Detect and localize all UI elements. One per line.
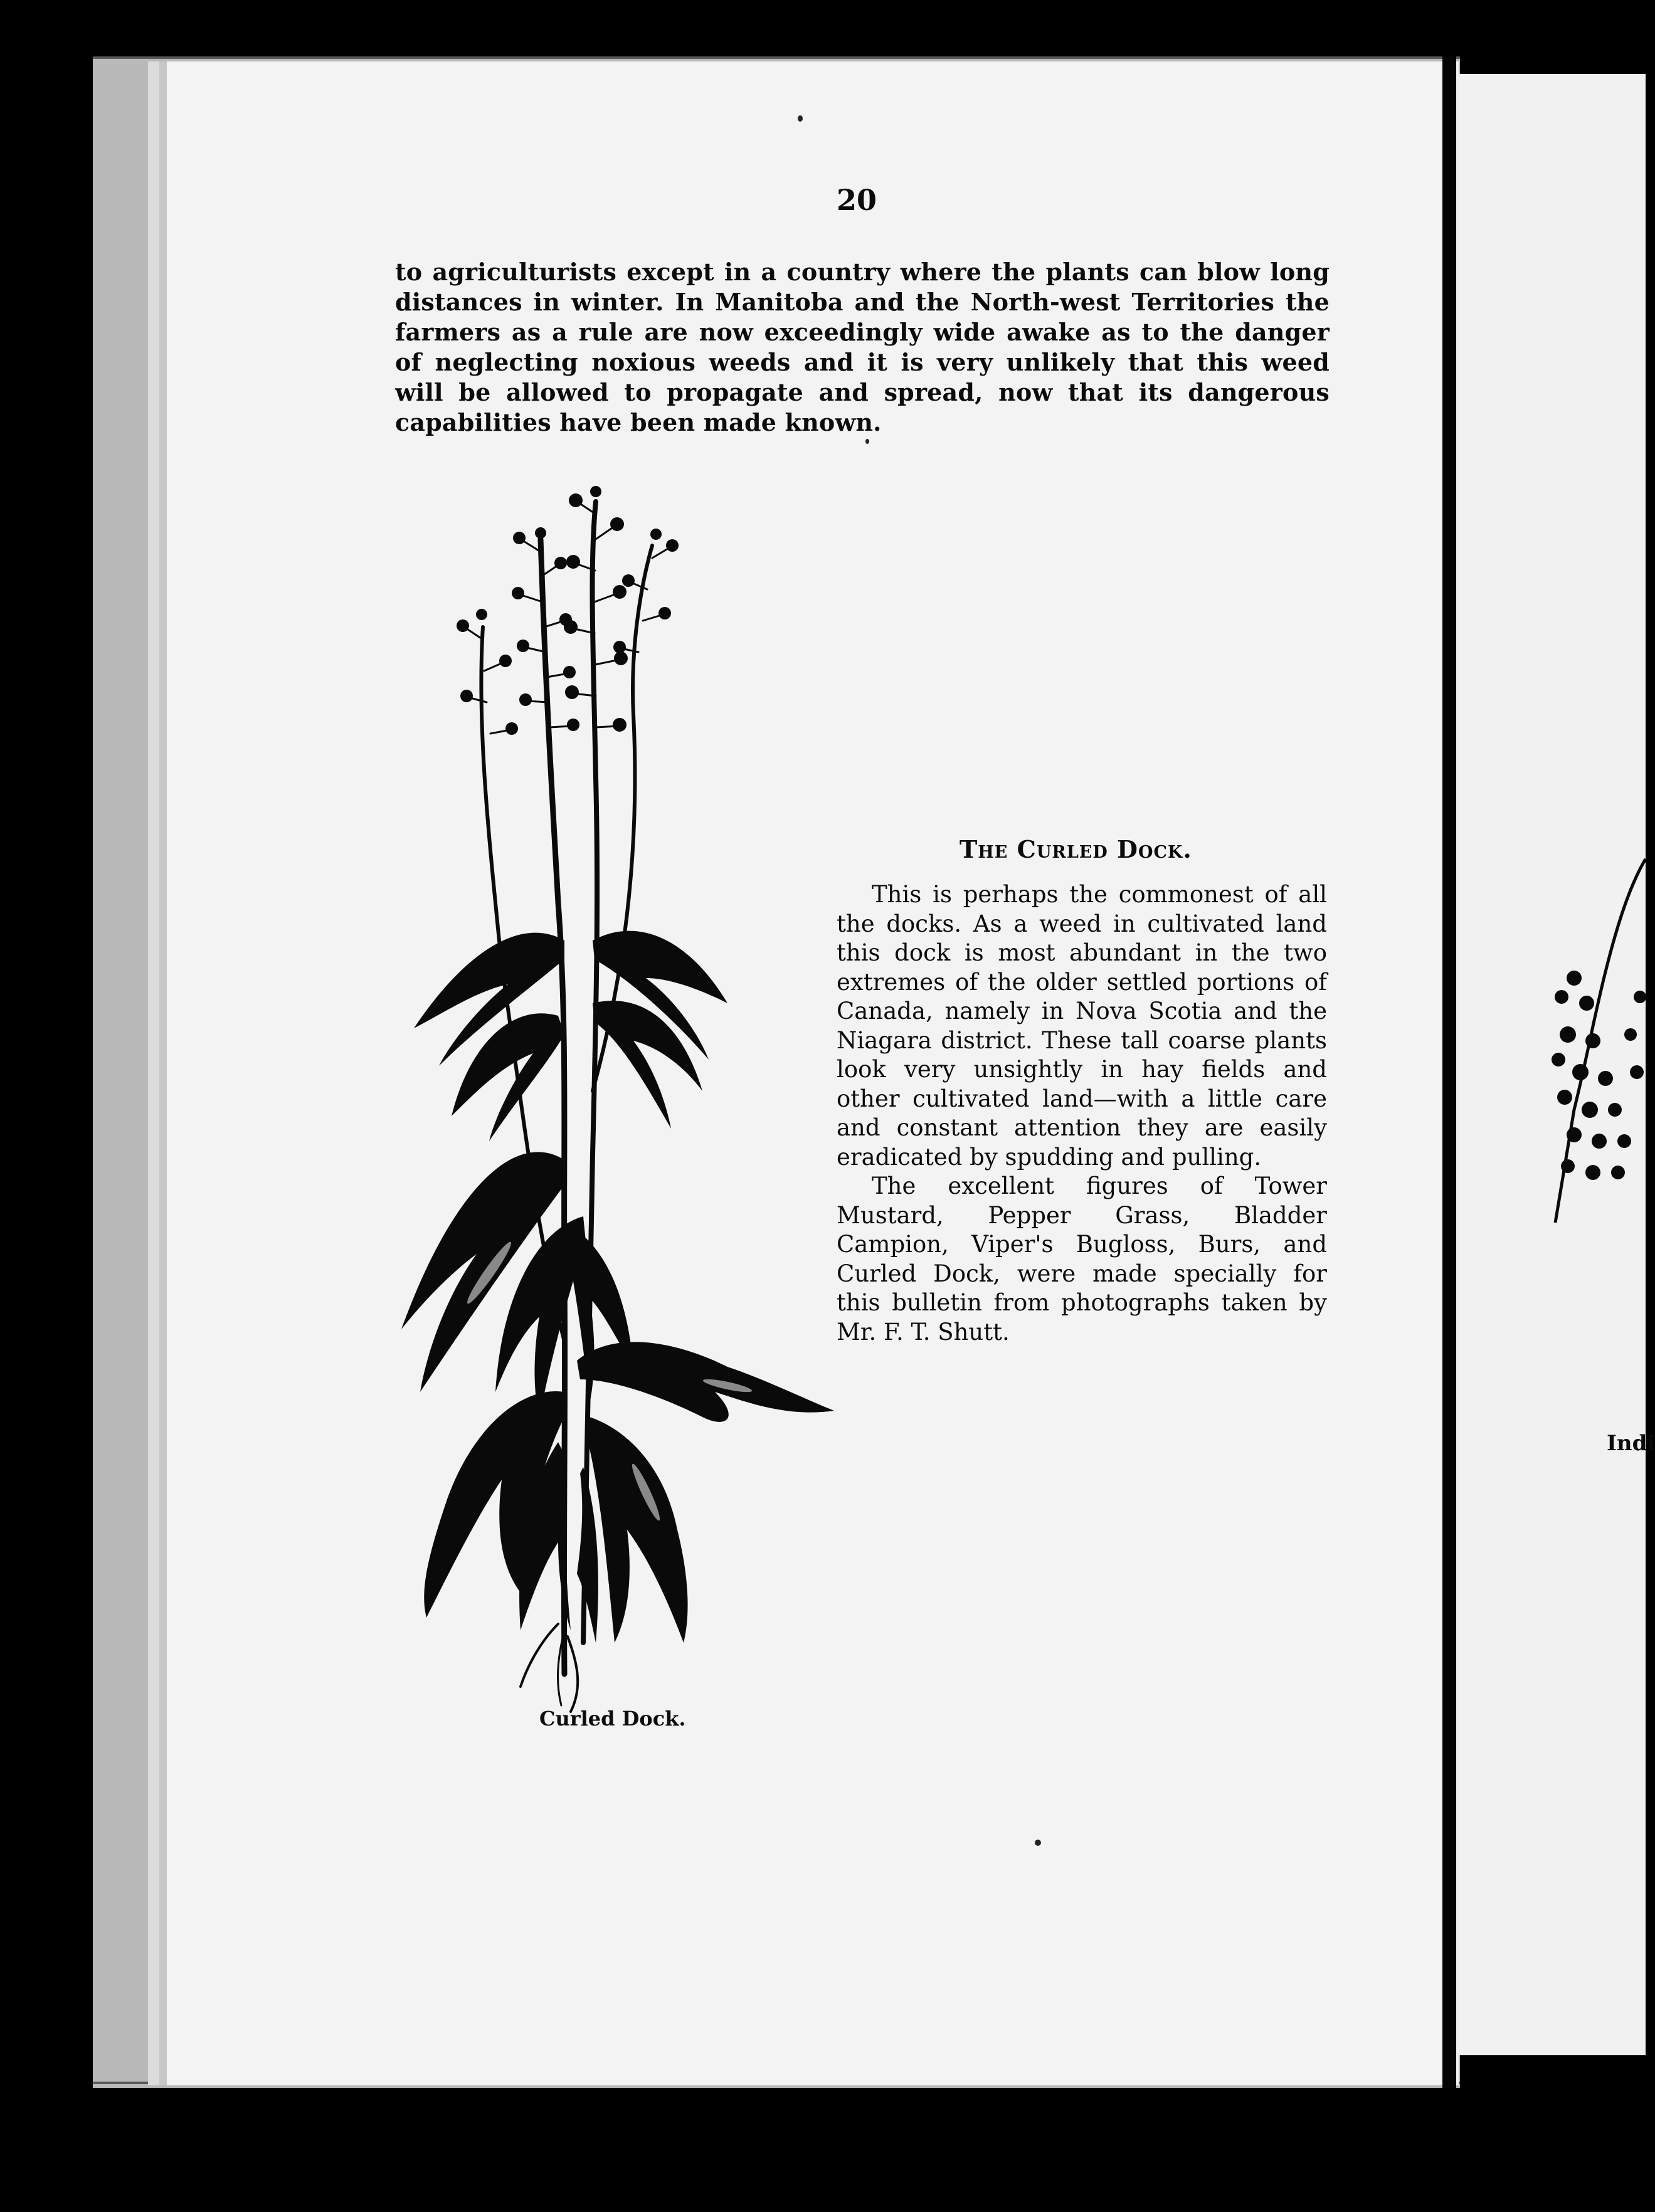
curled-dock-illustration [376,464,840,1718]
section-paragraph: The excellent figures of Tower Mustard, Pepper Grass, Bladder Campion, Viper's Bugloss, Burs, and Curled Dock, were made specially for this bulletin from photographs taken by Mr. F. T. Shutt. [837,1172,1327,1346]
intro-paragraph: to agriculturists except in a country where the plants can blow long distances in winter. In Manitoba and the North-west Territories the farmers as a rule are now exceedingly wide awake as to the danger of neglecting noxious weeds and it is very unlikely that this weed will be allowed to propagate and spread, now that its dangerous capabilities have been made known. [395,258,1330,436]
section-heading: The Curled Dock. [960,835,1192,863]
dust-speck [865,439,869,444]
right-page-plant-fragment [1549,846,1646,1235]
right-page-text-fragment: Indi [1607,1431,1655,1456]
page-number: 20 [837,183,877,217]
figure-caption: Curled Dock. [539,1707,686,1730]
book-gutter [1442,56,1456,2088]
dust-speck [1035,1840,1041,1846]
section-body [837,880,1327,1347]
section-paragraph: This is perhaps the commonest of all the docks. As a weed in cultivated land this dock is most abundant in the two extremes of the older settled portions of Canada, namely in Nova Scotia and the Niagara district. These tall coarse plants look very unsightly in hay fields and other cultivated land—with a little care and constant attention they are easily eradicated by spudding and pulling. [837,881,1327,1171]
dust-speck [798,115,803,122]
